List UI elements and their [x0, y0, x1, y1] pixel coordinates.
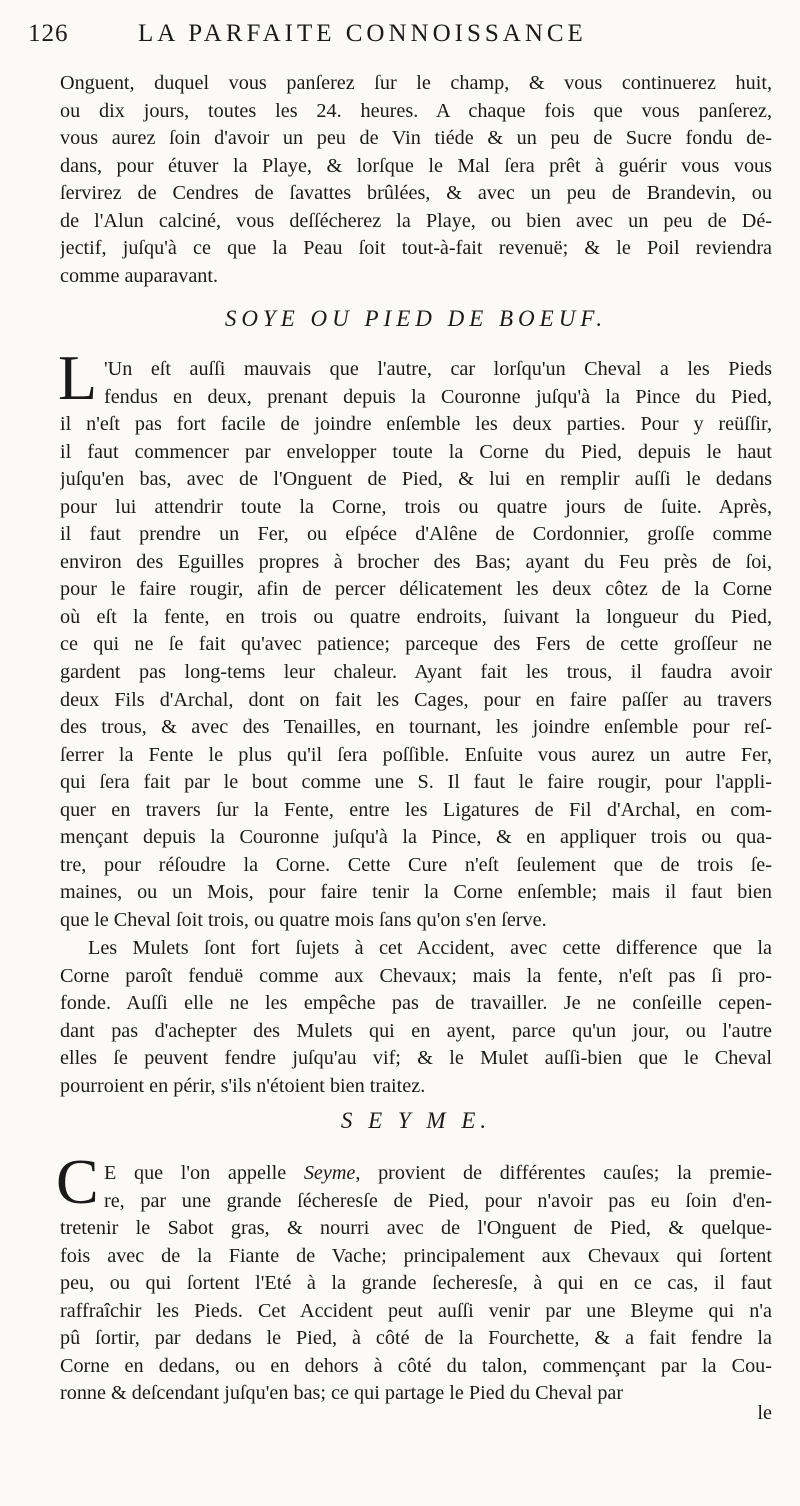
text-line: tre, pour réſoudre la Corne. Cette Cure n'eſt ſeulement que de trois ſe-: [60, 853, 772, 876]
catchword: le: [757, 1402, 772, 1424]
text-line: il n'eſt pas fort facile de joindre enſemble les deux parties. Pour y reüſſir,: [60, 413, 772, 436]
text-line: ce qui ne ſe fait qu'avec patience; parceque des Fers de cette groſſeur ne: [60, 633, 772, 656]
text-line: il faut prendre un Fer, ou eſpéce d'Alêne de Cordonnier, groſſe comme: [60, 523, 772, 546]
text-line: pour le faire rougir, afin de percer délicatement les deux côtez de la Corne: [60, 578, 772, 601]
text-line: ronne & deſcendant juſqu'en bas; ce qui partage le Pied du Cheval par: [60, 1382, 624, 1405]
text-line: que le Cheval ſoit trois, ou quatre mois ſans qu'on s'en ſerve.: [60, 908, 547, 931]
text-line: gardent pas long-tems leur chaleur. Ayant fait les trous, il faudra avoir: [60, 661, 772, 684]
drop-capital-c: C: [56, 1146, 99, 1217]
text-line: ſervirez de Cendres de ſavattes brûlées, & avec un peu de Brandevin, ou: [60, 182, 772, 205]
text-line: qui ſera fait par le bout comme une S. Il faut le faire rougir, pour l'appli-: [60, 771, 772, 794]
text-line: pourroient en périr, s'ils n'étoient bien traitez.: [60, 1074, 426, 1097]
page-header: [28, 14, 772, 54]
text-line: vous aurez ſoin d'avoir un peu de Vin tiéde & un peu de Sucre fondu de-: [60, 127, 772, 150]
text-line: 'Un eſt auſſi mauvais que l'autre, car lorſqu'un Cheval a les Pieds: [104, 358, 772, 380]
text-line: où eſt la fente, en trois ou quatre endroits, ſuivant la longueur du Pied,: [60, 605, 772, 628]
page-number: 126: [28, 20, 69, 47]
text-line: dant pas d'achepter des Mulets qui en ayent, parce qu'un jour, ou l'autre: [60, 1019, 772, 1042]
text-line: fois avec de la Fiante de Vache; principalement aux Chevaux qui ſortent: [60, 1244, 772, 1267]
drop-capital-l: L: [58, 342, 98, 413]
soye-paragraph: [60, 356, 772, 934]
text-line: raffraîchir les Pieds. Cet Accident peut auſſi venir par une Bleyme qui n'a: [60, 1299, 772, 1322]
text-line: maines, ou un Mois, pour faire tenir la Corne enſemble; mais il faut bien: [60, 881, 772, 904]
text-line: mençant depuis la Couronne juſqu'à la Pince, & en appliquer trois ou qua-: [60, 826, 772, 849]
text-line: re, par une grande ſécheresſe de Pied, pour n'avoir pas eu ſoin d'en-: [104, 1189, 772, 1212]
text-line: des trous, & avec des Tenailles, en tournant, les joindre enſemble pour reſ-: [60, 716, 772, 739]
text-line: ou dix jours, toutes les 24. heures. A chaque fois que vous panſerez,: [60, 99, 772, 122]
italic-term: Seyme: [303, 1162, 356, 1184]
seyme-paragraph: [60, 1160, 772, 1408]
mulets-paragraph: [60, 935, 772, 1100]
text-line: peu, ou qui ſortent l'Eté à la grande ſecheresſe, à qui en ce cas, il faut: [60, 1272, 772, 1295]
text-line: Corne paroît fenduë comme aux Chevaux; mais la fente, n'eſt pas ſi pro-: [60, 964, 772, 987]
running-title: LA PARFAITE CONNOISSANCE: [138, 20, 587, 47]
section-heading-soye: SOYE OU PIED DE BOEUF.: [224, 306, 608, 331]
section-heading-seyme: S E Y M E.: [340, 1108, 492, 1133]
text-line: tretenir le Sabot gras, & nourri avec de l'Onguent de Pied, & quelque-: [60, 1217, 772, 1240]
text-line: fonde. Auſſi elle ne les empêche pas de travailler. Je ne conſeille cepen-: [60, 992, 772, 1015]
text-line: jectif, juſqu'à ce que la Peau ſoit tout-à-fait revenuë; & le Poil reviendra: [60, 237, 772, 260]
text-line: environ des Eguilles propres à brocher des Bas; ayant du Feu près de ſoi,: [60, 550, 772, 573]
text-line: pû ſortir, par dedans le Pied, à côté de la Fourchette, & a fait fendre la: [60, 1327, 772, 1350]
text-line: Onguent, duquel vous panſerez ſur le champ, & vous continuerez huit,: [60, 72, 772, 94]
text-line: fendus en deux, prenant depuis la Couronne juſqu'à la Pince du Pied,: [104, 385, 772, 408]
text-line: elles ſe peuvent fendre juſqu'au vif; & le Mulet auſſi-bien que le Cheval: [60, 1047, 772, 1070]
text-line: pour lui attendrir toute la Corne, trois ou quatre jours de ſuite. Après,: [60, 495, 772, 518]
continued-paragraph: [60, 70, 772, 290]
text-line: ſerrer la Fente le plus qu'il ſera poſſible. Enſuite vous aurez un autre Fer,: [60, 743, 772, 766]
text-line: il faut commencer par envelopper toute la Corne du Pied, depuis le haut: [60, 440, 772, 463]
text-line: comme auparavant.: [60, 264, 219, 287]
text-line: Les Mulets ſont fort ſujets à cet Accident, avec cette difference que la: [88, 937, 772, 959]
text-line: deux Fils d'Archal, dont on fait les Cages, pour en faire paſſer au travers: [60, 688, 772, 711]
text-line: juſqu'en bas, avec de l'Onguent de Pied, & lui en remplir auſſi le dedans: [60, 468, 772, 491]
text-line: E que l'on appelle Seyme, provient de différentes cauſes; la premie-: [104, 1162, 772, 1184]
text-line: quer en travers ſur la Fente, entre les Ligatures de Fil d'Archal, en com-: [60, 798, 772, 821]
text-line: dans, pour étuver la Playe, & lorſque le Mal ſera prêt à guérir vous vous: [60, 154, 772, 177]
text-line: Corne en dedans, ou en dehors à côté du talon, commençant par la Cou-: [60, 1354, 772, 1377]
text-line: de l'Alun calciné, vous deſſécherez la Playe, ou bien avec un peu de Dé-: [60, 209, 772, 232]
